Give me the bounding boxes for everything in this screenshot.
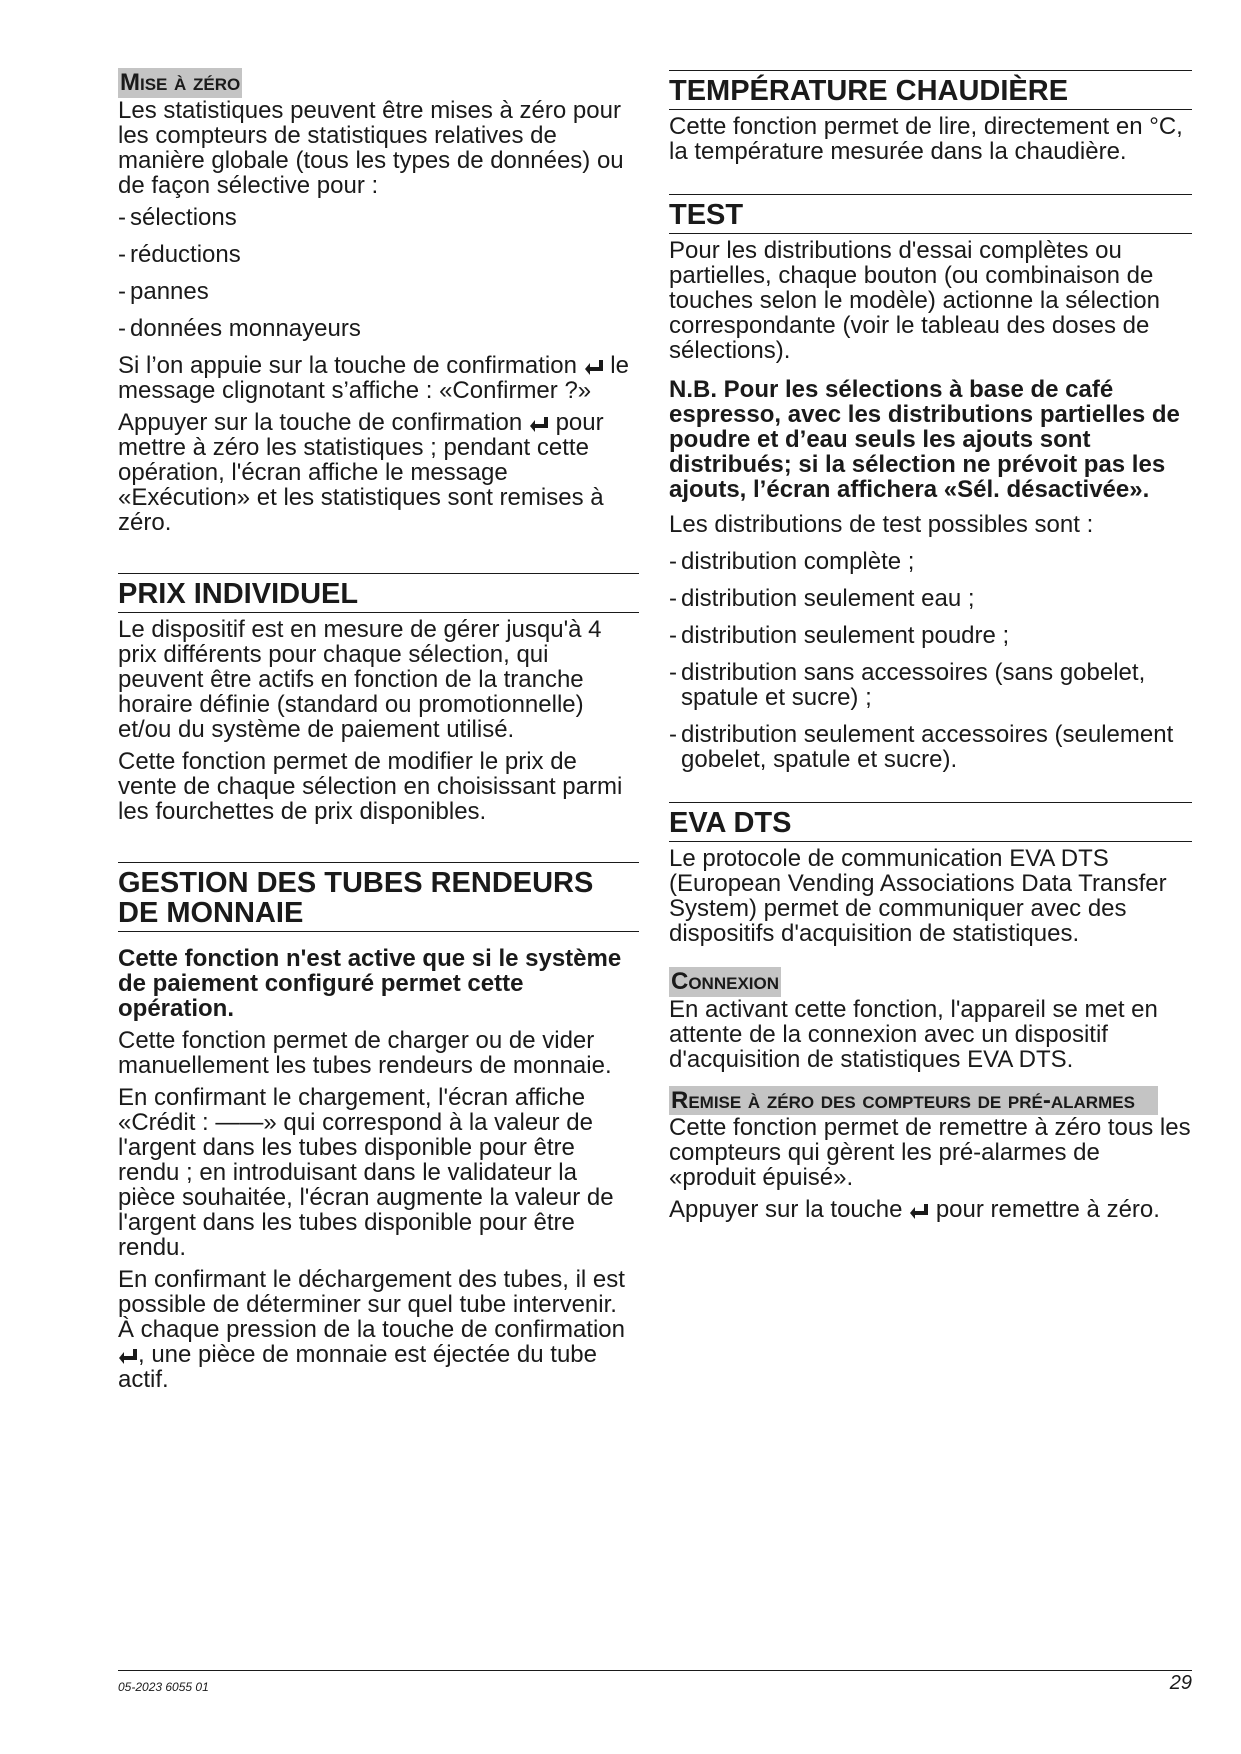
test-paragraph-2: Les distributions de test possibles sont :	[669, 511, 1094, 538]
list-item: - distribution seulement accessoires (seulement gobelet, spatule et sucre).	[669, 722, 1192, 772]
connexion-paragraph: En activant cette fonction, l'appareil se met en attente de la connexion avec un dispositif d'acquisition de statistiques EVA DTS.	[669, 996, 1158, 1073]
section-title-temperature: TEMPÉRATURE CHAUDIÈRE	[669, 70, 1192, 110]
text-fragment: pour mettre à zéro les statistiques ; pendant cette opération, l'écran affiche le message «Exécution» et les statistiques sont remises à zéro.	[118, 409, 604, 536]
list-item: - distribution sans accessoires (sans gobelet, spatule et sucre) ;	[669, 660, 1192, 710]
gestion-tubes-paragraph-1: Cette fonction permet de charger ou de vider manuellement les tubes rendeurs de monnaie.	[118, 1027, 612, 1079]
remise-a-zero-paragraph-1: Cette fonction permet de remettre à zéro tous les compteurs qui gèrent les pré-alarmes de «produit épuisé».	[669, 1114, 1191, 1191]
test-list	[669, 549, 1192, 772]
list-item: - distribution complète ;	[669, 549, 1192, 574]
list-item: - distribution seulement poudre ;	[669, 623, 1192, 648]
list-item: - distribution seulement eau ;	[669, 586, 1192, 611]
remise-a-zero-paragraph-2	[669, 1197, 1192, 1222]
mise-a-zero-confirm-paragraph	[118, 353, 639, 403]
test-paragraph-1: Pour les distributions d'essai complètes ou partielles, chaque bouton (ou combinaison de touches selon le modèle) actionne la sélection correspondante (voir le tableau des doses de sélections).	[669, 237, 1160, 364]
enter-key-icon	[118, 1347, 138, 1365]
section-title-prix-individuel: PRIX INDIVIDUEL	[118, 573, 639, 613]
text-fragment: En confirmant le déchargement des tubes, il est possible de déterminer sur quel tube intervenir. À chaque pression de la touche de confirmation	[118, 1266, 625, 1343]
page-number: 29	[1169, 1672, 1192, 1694]
enter-key-icon	[909, 1202, 929, 1220]
list-item: - sélections	[118, 205, 639, 230]
list-item: - pannes	[118, 279, 639, 304]
subheading-mise-a-zero: Mise à zéro	[120, 69, 241, 96]
text-fragment: pour remettre à zéro.	[935, 1196, 1160, 1223]
gestion-tubes-paragraph-2: En confirmant le chargement, l'écran affiche «Crédit : ——» qui correspond à la valeur de l'argent dans les tubes disponible pour être rendu ; en introduisant dans le validateur la pièce souhaitée, l'écran augmente la valeur de l'argent dans les tubes disponible pour être rendu.	[118, 1084, 614, 1261]
section-title-eva-dts: EVA DTS	[669, 802, 1192, 842]
prix-individuel-paragraph-1: Le dispositif est en mesure de gérer jusqu'à 4 prix différents pour chaque sélection, qui peuvent être actifs en fonction de la tranche horaire définie (standard ou promotionnelle) et/ou du système de paiement utilisé.	[118, 616, 602, 743]
subheading-remise-a-zero: Remise à zéro des compteurs de pré-alarmes	[669, 1086, 1158, 1115]
footer-divider	[118, 1670, 1192, 1671]
section-title-gestion-tubes: GESTION DES TUBES RENDEURS DE MONNAIE	[118, 862, 639, 932]
mise-a-zero-intro: Les statistiques peuvent être mises à zéro pour les compteurs de statistiques relatives de manière globale (tous les types de données) ou de façon sélective pour :	[118, 97, 624, 199]
enter-key-icon	[584, 358, 604, 376]
section-title-test: TEST	[669, 194, 1192, 234]
gestion-tubes-note: Cette fonction n'est active que si le système de paiement configuré permet cette opération.	[118, 945, 622, 1022]
text-fragment: Si l’on appuie sur la touche de confirmation	[118, 352, 577, 379]
text-fragment: Appuyer sur la touche de confirmation	[118, 409, 523, 436]
document-code: 05-2023 6055 01	[118, 1680, 209, 1694]
left-column	[118, 62, 639, 1399]
subheading-connexion: Connexion	[671, 968, 780, 995]
temperature-paragraph: Cette fonction permet de lire, directement en °C, la température mesurée dans la chaudière.	[669, 113, 1183, 165]
list-item: - données monnayeurs	[118, 316, 639, 341]
text-fragment: le message clignotant s’affiche : «Confirmer ?»	[118, 352, 629, 404]
test-note: N.B. Pour les sélections à base de café espresso, avec les distributions partielles de poudre et d’eau seuls les ajouts sont distribués; si la sélection ne prévoit pas les ajouts, l’écran affichera «Sél. désactivée».	[669, 376, 1180, 503]
eva-dts-paragraph: Le protocole de communication EVA DTS (European Vending Associations Data Transfer System) permet de communiquer avec des dispositifs d'acquisition de statistiques.	[669, 845, 1167, 947]
list-item: - réductions	[118, 242, 639, 267]
mise-a-zero-list	[118, 205, 639, 341]
enter-key-icon	[529, 415, 549, 433]
mise-a-zero-execution-paragraph	[118, 410, 639, 535]
gestion-tubes-paragraph-3	[118, 1267, 639, 1392]
right-column	[669, 62, 1192, 1229]
text-fragment: Appuyer sur la touche	[669, 1196, 903, 1223]
text-fragment: , une pièce de monnaie est éjectée du tube actif.	[118, 1341, 597, 1393]
prix-individuel-paragraph-2: Cette fonction permet de modifier le prix de vente de chaque sélection en choisissant parmi les fourchettes de prix disponibles.	[118, 748, 623, 825]
